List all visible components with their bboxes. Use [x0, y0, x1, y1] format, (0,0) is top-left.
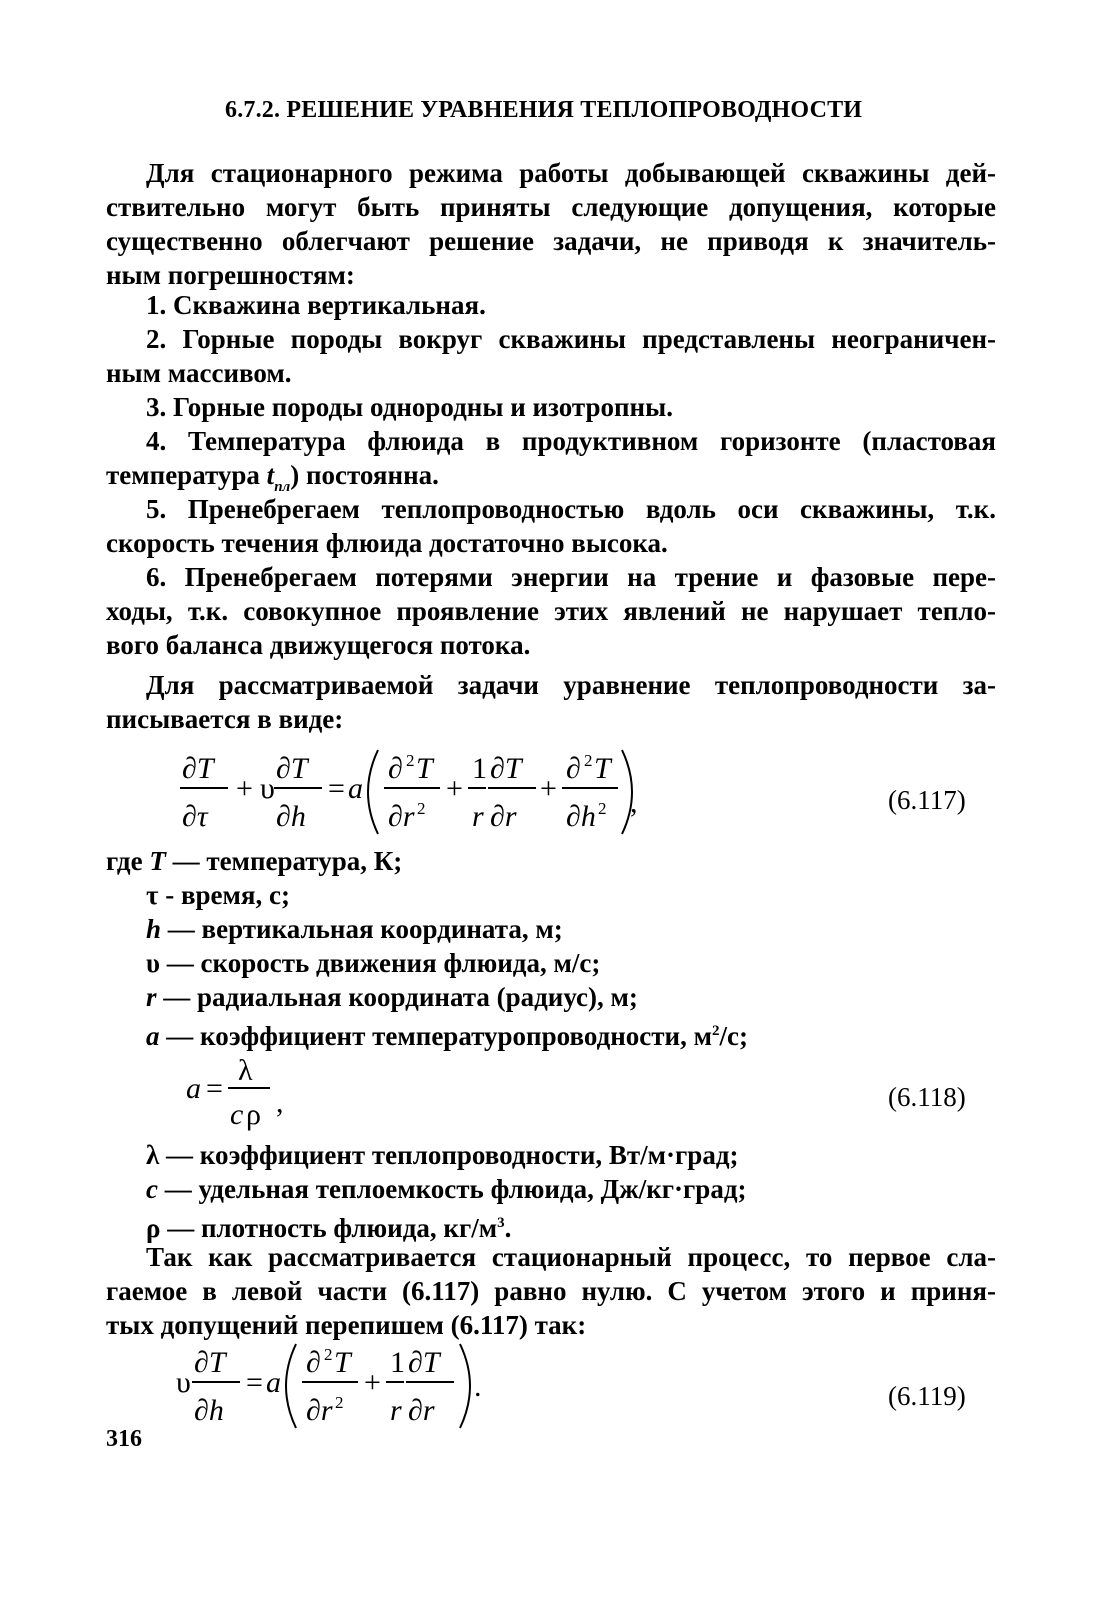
svg-text:2: 2 — [584, 751, 593, 770]
variable-legend — [106, 844, 748, 1051]
paragraph-stationary — [106, 1240, 996, 1342]
intro-paragraph — [106, 156, 996, 292]
legend-item: c — удельная теплоемкость флюида, Дж/кг·град; — [146, 1174, 747, 1204]
variable-t: t — [266, 460, 275, 490]
list-item: 2. Горные породы вокруг скважины представлены неограничен- — [146, 324, 996, 354]
svg-text:,: , — [276, 1086, 284, 1119]
list-item: 3. Горные породы однородны и изотропны. — [146, 392, 673, 422]
list-item: 6. Пренебрегаем потерями энергии на трение и фазовые пере- — [146, 562, 996, 592]
svg-text:2: 2 — [335, 1393, 344, 1412]
legend-item: υ — скорость движения флюида, м/с; — [146, 948, 601, 978]
text-line: тых допущений перепишем (6.117) так: — [106, 1310, 587, 1340]
svg-text:r: r — [390, 1394, 402, 1427]
legend-item: ρ — плотность флюида, $кг/м^3$. — [146, 1213, 512, 1243]
svg-text:+: + — [236, 772, 253, 805]
list-item-continuation: температура $t_{пл}$) постоянна. — [106, 460, 439, 495]
svg-text:r: r — [472, 800, 484, 833]
assumptions-list — [106, 288, 996, 662]
svg-text:1: 1 — [472, 752, 487, 785]
svg-text:∂: ∂ — [388, 752, 403, 785]
variable-legend-2 — [106, 1138, 747, 1243]
svg-text:T: T — [594, 752, 611, 785]
list-item-continuation: вого баланса движущегося потока. — [106, 630, 531, 660]
svg-text:c: c — [230, 1098, 244, 1131]
equation-number: (6.117) — [888, 785, 966, 815]
list-item-continuation: ным массивом. — [106, 358, 292, 388]
section-heading: 6.7.2. РЕШЕНИЕ УРАВНЕНИЯ ТЕПЛОПРОВОДНОСТИ — [225, 97, 863, 123]
svg-text:+: + — [446, 772, 463, 805]
legend-item: λ — коэффициент теплопроводности, Вт/м·град; — [146, 1140, 739, 1170]
text-line: Так как рассматривается стационарный процесс, то первое сла- — [146, 1242, 996, 1272]
text-line: Для рассматриваемой задачи уравнение теплопроводности за- — [146, 670, 996, 700]
equation-comma: , — [630, 786, 638, 819]
list-item: 5. Пренебрегаем теплопроводностью вдоль оси скважины, т.к. — [146, 494, 996, 524]
svg-text:∂h: ∂h — [194, 1394, 224, 1427]
svg-text:∂τ: ∂τ — [182, 800, 208, 833]
svg-text:∂T: ∂T — [408, 1346, 440, 1379]
svg-text:=: = — [206, 1072, 223, 1105]
text-line: ствительно могут быть приняты следующие допущения, которые — [106, 192, 996, 222]
equation-6-117 — [170, 742, 640, 842]
subscript: пл — [274, 479, 291, 495]
svg-text:∂r: ∂r — [490, 800, 517, 833]
text-line: гаемое в левой части (6.117) равно нулю. С учетом этого и приня- — [106, 1276, 996, 1306]
svg-text:∂T: ∂T — [182, 752, 214, 785]
svg-text:2: 2 — [598, 799, 607, 818]
svg-text:a: a — [186, 1072, 201, 1105]
svg-text:ρ: ρ — [246, 1098, 261, 1131]
svg-text:υ: υ — [260, 772, 275, 805]
page-number: 316 — [106, 1426, 142, 1452]
svg-text:∂h: ∂h — [276, 800, 306, 833]
svg-text:υ: υ — [176, 1366, 191, 1399]
list-item-continuation: скорость течения флюида достаточно высока. — [106, 528, 668, 558]
svg-text:2: 2 — [406, 751, 415, 770]
svg-text:λ: λ — [238, 1054, 253, 1087]
svg-text:2: 2 — [417, 799, 426, 818]
text-line: ным погрешностям: — [106, 260, 355, 290]
svg-text:.: . — [474, 1370, 482, 1403]
legend-item: τ - время, с; — [146, 880, 290, 910]
svg-text:∂r: ∂r — [388, 800, 415, 833]
svg-text:1: 1 — [390, 1346, 405, 1379]
svg-text:∂r: ∂r — [306, 1394, 333, 1427]
svg-text:∂r: ∂r — [408, 1394, 435, 1427]
text-line: писывается в виде: — [106, 704, 344, 734]
svg-text:+: + — [364, 1366, 381, 1399]
legend-item: где T — температура, К; — [106, 846, 403, 876]
svg-text:∂T: ∂T — [194, 1346, 226, 1379]
svg-text:2: 2 — [324, 1345, 333, 1364]
equation-6-118 — [180, 1052, 300, 1132]
svg-text:∂T: ∂T — [490, 752, 522, 785]
equation-number: (6.118) — [888, 1082, 966, 1112]
text-line: Для стационарного режима работы добывающей скважины дей- — [146, 158, 996, 188]
svg-text:∂: ∂ — [306, 1346, 321, 1379]
legend-item: r — радиальная координата (радиус), м; — [146, 982, 638, 1012]
svg-text:∂h: ∂h — [566, 800, 596, 833]
svg-text:T: T — [416, 752, 433, 785]
svg-text:T: T — [334, 1346, 351, 1379]
svg-text:=: = — [328, 772, 345, 805]
list-item: 1. Скважина вертикальная. — [146, 290, 486, 320]
svg-text:∂: ∂ — [566, 752, 581, 785]
paragraph-equation-intro — [106, 668, 996, 736]
equation-number: (6.119) — [888, 1381, 966, 1411]
svg-text:a: a — [348, 772, 363, 805]
legend-item: h — вертикальная координата, м; — [146, 914, 563, 944]
list-item: 4. Температура флюида в продуктивном горизонте (пластовая — [146, 426, 996, 456]
text-line: существенно облегчают решение задачи, не приводя к значитель- — [106, 226, 996, 256]
svg-text:a: a — [266, 1366, 281, 1399]
svg-text:=: = — [246, 1366, 263, 1399]
legend-item: a — коэффициент температуропроводности, $м^2/с$; — [146, 1021, 748, 1051]
svg-text:+: + — [540, 772, 557, 805]
svg-text:∂T: ∂T — [276, 752, 308, 785]
list-item-continuation: ходы, т.к. совокупное проявление этих явлений не нарушает тепло- — [106, 596, 996, 626]
equation-6-119 — [170, 1336, 490, 1436]
